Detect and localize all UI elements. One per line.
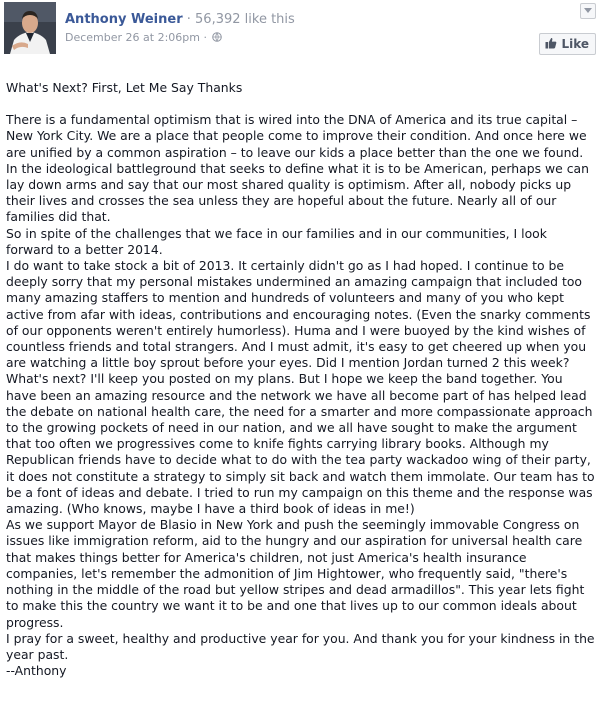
profile-photo <box>4 2 56 54</box>
thumbs-up-icon <box>545 37 557 52</box>
timestamp-link[interactable]: December 26 at 2:06pm <box>65 31 200 44</box>
globe-icon <box>212 32 222 45</box>
post-paragraph: I do want to take stock a bit of 2013. It certainly didn't go as I had hoped. I continue to be deeply sorry that my personal mistakes undermined an amazing campaign that included too many amazing staffers to mention and hundreds of volunteers and many of you who kept active from afar with ideas, contributions and encouraging notes. (Even the snarky comments of our opponents weren't entirely humorless). Huma and I were buoyed by the kind wishes of countless friends and total strangers. And I must admit, it's easy to get cheered up when you are watching a little boy sprout before your eyes. Did I mention Jordan turned 2 this week? <box>6 258 591 371</box>
post-body <box>6 80 596 679</box>
post-header <box>0 0 604 66</box>
avatar[interactable] <box>4 2 56 54</box>
post-paragraph: There is a fundamental optimism that is wired into the DNA of America and its true capital – New York City. We are a place that people come to improve their condition. And once here we are unified by a common aspiration – to leave our kids a place better than the one we found. In the ideological battleground that seeks to define what it is to be American, perhaps we can lay down arms and say that our most shared quality is optimism. After all, nobody picks up their lives and crosses the sea unless they are hopeful about the future. Nearly all of our families did that. <box>6 112 589 225</box>
separator: · <box>186 12 191 27</box>
post-title: What's Next? First, Let Me Say Thanks <box>6 80 243 95</box>
name-line <box>65 12 295 27</box>
like-page-button[interactable] <box>539 33 596 55</box>
post-paragraph: What's next? I'll keep you posted on my plans. But I hope we keep the band together. You have been an amazing resource and the network we have all become part of has helped lead the debate on national health care, the need for a smarter and more compassionate approach to the growing pockets of need in our nation, and we all have sought to make the argument that too often we progressives come to knife fights carrying library books. Although my Republican friends have to decide what to do with the tea party wackadoo wing of their party, it does not constitute a strategy to simply sit back and watch them immolate. Our team has to be a font of ideas and debate. I tried to run my campaign on this theme and the response was amazing. (Who knows, maybe I have a third book of ideas in me!) <box>6 371 595 517</box>
meta-line <box>65 31 222 45</box>
meta-separator: · <box>203 31 207 44</box>
post-paragraph: As we support Mayor de Blasio in New York and push the seemingly immovable Congress on issues like immigration reform, aid to the hungry and our aspiration for universal health care that makes things better for America's children, not just America's health insurance companies, let's remember the admonition of Jim Hightower, who frequently said, "there's nothing in the middle of the road but yellow stripes and dead armadillos". This year lets fight to make this the country we want it to be and one that lives up to our common ideals about progress. <box>6 517 585 630</box>
page-name-link[interactable]: Anthony Weiner <box>65 12 183 27</box>
post-paragraph: I pray for a sweet, healthy and productive year for you. And thank you for your kindness in the year past. <box>6 630 595 662</box>
post-options-button[interactable] <box>580 3 596 19</box>
like-count: 56,392 like this <box>195 12 295 27</box>
post-paragraph: So in spite of the challenges that we face in our families and in our communities, I look forward to a better 2014. <box>6 225 547 257</box>
chevron-down-icon <box>581 8 595 14</box>
post-signature: --Anthony <box>6 663 67 679</box>
like-button-label: Like <box>561 37 589 51</box>
